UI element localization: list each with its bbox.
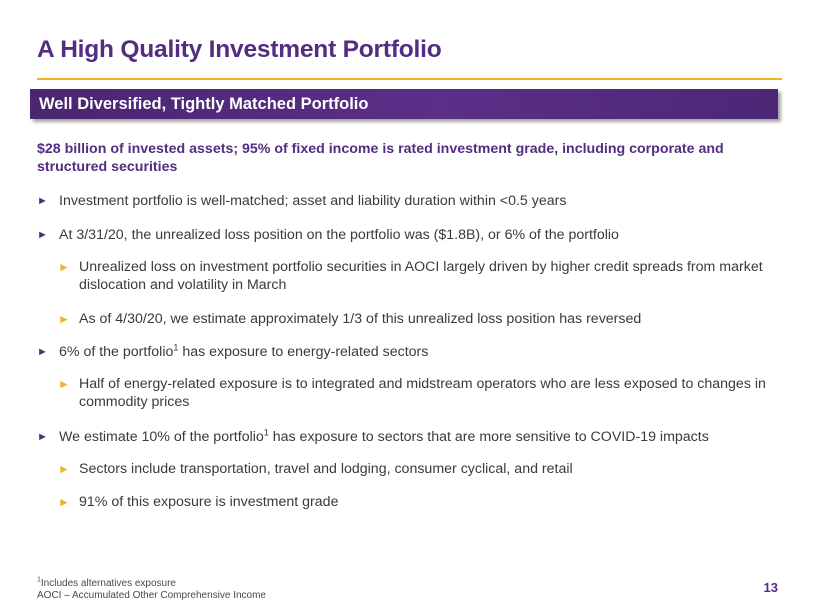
subbullet-arrow-icon: ► [58, 462, 70, 476]
section-banner [30, 89, 778, 119]
subbullet-sectors [58, 460, 778, 478]
page-number: 13 [763, 580, 778, 595]
subbullet-text: Sectors include transportation, travel and lodging, consumer cyclical, and retail [79, 461, 573, 477]
footnote-ref: 1 [263, 427, 269, 438]
bullet-text: At 3/31/20, the unrealized loss position on the portfolio was ($1.8B), or 6% of the portfolio [59, 227, 619, 243]
bullet-text: We estimate 10% of the portfolio$^1$ has exposure to sectors that are more sensitive to COVID-19 impacts [59, 427, 709, 445]
page-title: A High Quality Investment Portfolio [37, 36, 442, 63]
subbullet-energy-operators [58, 375, 778, 411]
section-banner-text: Well Diversified, Tightly Matched Portfolio [39, 95, 369, 113]
subbullet-investment-grade [58, 493, 778, 511]
bullet-text: 6% of the portfolio$^1$ has exposure to energy-related sectors [59, 342, 429, 360]
footnote-alternatives: $^1$Includes alternatives exposure [37, 576, 176, 589]
subbullet-arrow-icon: ► [58, 495, 70, 509]
lead-statement: $28 billion of invested assets; 95% of fixed income is rated investment grade, including corporate and structured securities [37, 141, 724, 175]
bullet-duration [37, 192, 797, 210]
bullet-arrow-icon: ► [37, 346, 48, 358]
subbullet-text: 91% of this exposure is investment grade [79, 494, 339, 510]
bullet-unrealized-loss [37, 226, 797, 244]
bullet-text: Investment portfolio is well-matched; asset and liability duration within <0.5 years [59, 193, 567, 209]
bullet-covid-exposure [37, 428, 797, 446]
bullet-arrow-icon: ► [37, 229, 48, 241]
subbullet-text: Half of energy-related exposure is to integrated and midstream operators who are less exposed to changes in commodity prices [79, 376, 766, 410]
bullet-arrow-icon: ► [37, 431, 48, 443]
subbullet-text: As of 4/30/20, we estimate approximately 1/3 of this unrealized loss position has reversed [79, 311, 642, 327]
footnotes [37, 578, 266, 602]
footnote-ref: 1 [173, 342, 179, 353]
subbullet-arrow-icon: ► [58, 312, 70, 326]
subbullet-text: Unrealized loss on investment portfolio securities in AOCI largely driven by higher credit spreads from market dislocation and volatility in March [79, 259, 763, 293]
subbullet-arrow-icon: ► [58, 377, 70, 391]
title-divider [37, 78, 782, 80]
bullet-energy-exposure [37, 343, 797, 361]
subbullet-reversed [58, 310, 778, 328]
subbullet-arrow-icon: ► [58, 260, 70, 274]
subbullet-aoci [58, 258, 778, 294]
bullet-arrow-icon: ► [37, 195, 48, 207]
footnote-aoci: AOCI – Accumulated Other Comprehensive Income [37, 590, 266, 601]
